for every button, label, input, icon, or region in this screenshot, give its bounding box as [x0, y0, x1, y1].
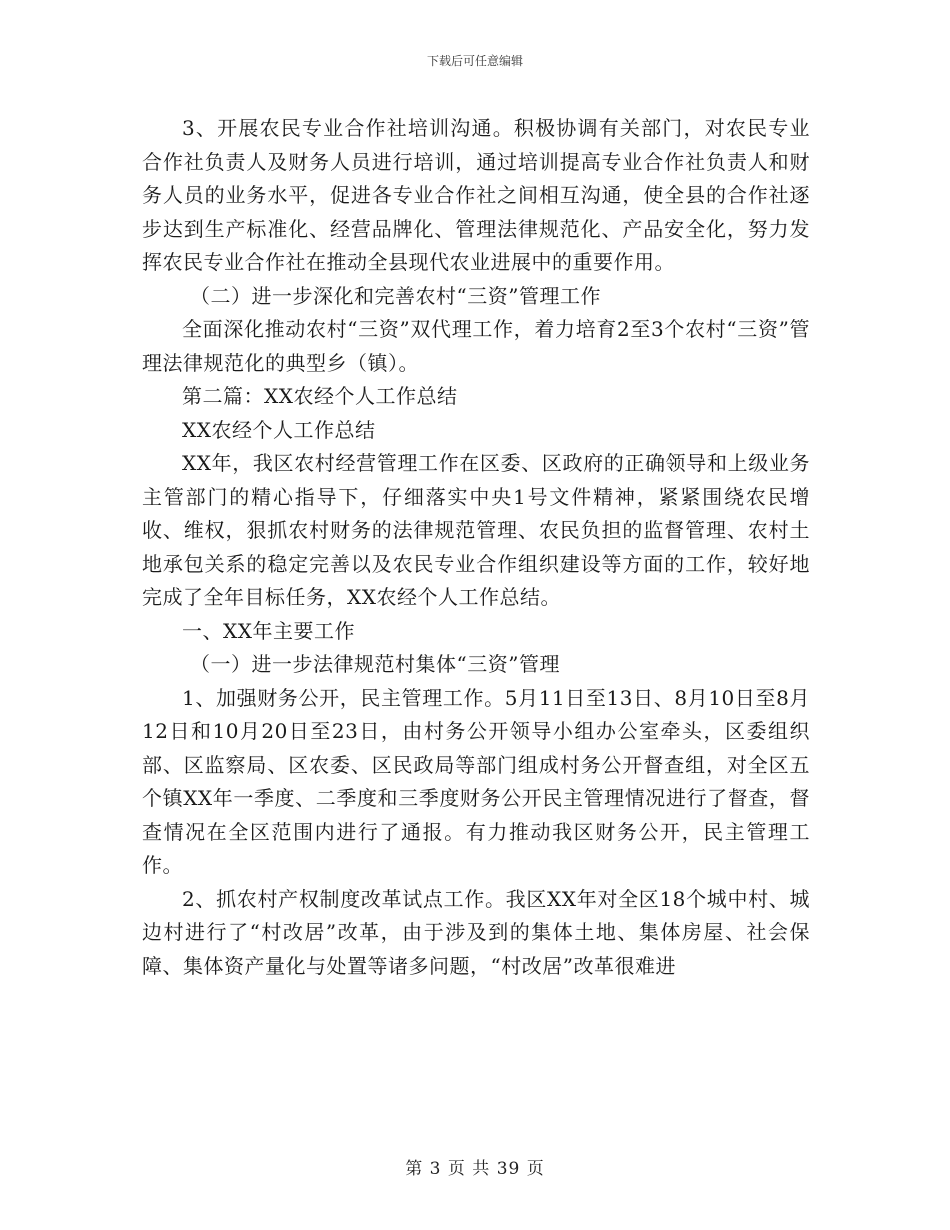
paragraph-property-reform: 2、抓农村产权制度改革试点工作。我区XX年对全区18个城中村、城边村进行了“村改居”改革，由于涉及到的集体土地、集体房屋、社会保障、集体资产量化与处置等诸多问题，“村改居”改革很难进: [142, 886, 810, 978]
heading-three-assets-management: （二）进一步深化和完善农村“三资”管理工作: [190, 283, 601, 308]
page-header-note: 下载后可任意编辑: [426, 54, 523, 68]
paragraph-financial-disclosure: 1、加强财务公开，民主管理工作。5月11日至13日、8月10日至8月12日和10月20日至23日，由村务公开领导小组办公室牵头，区委组织部、区监察局、区农委、区民政局等部门组成村务公开督查组，对全区五个镇XX年一季度、二季度和三季度财务公开民主管理情况进行了督查，督查情况在全区范围内进行了通报。有力推动我区财务公开，民主管理工作。: [142, 685, 810, 877]
heading-main-work: 一、XX年主要工作: [182, 618, 355, 643]
page-number: 第 3 页 共 39 页: [405, 1159, 545, 1179]
paragraph-dual-agency: 全面深化推动农村“三资”双代理工作，着力培育2至3个农村“三资”管理法律规范化的典型乡（镇）。: [142, 317, 810, 375]
paragraph-annual-overview: XX年，我区农村经营管理工作在区委、区政府的正确领导和上级业务主管部门的精心指导下，仔细落实中央1号文件精神，紧紧围绕农民增收、维权，狠抓农村财务的法律规范管理、农民负担的监督管理、农村土地承包关系的稳定完善以及农民专业合作组织建设等方面的工作，较好地完成了全年目标任务，XX农经个人工作总结。: [142, 451, 810, 609]
document-body: [142, 112, 810, 983]
heading-summary-title: XX农经个人工作总结: [182, 417, 376, 442]
heading-standardize-assets: （一）进一步法律规范村集体“三资”管理: [190, 652, 560, 676]
paragraph-cooperative-training: 3、开展农民专业合作社培训沟通。积极协调有关部门，对农民专业合作社负责人及财务人员进行培训，通过培训提高专业合作社负责人和财务人员的业务水平，促进各专业合作社之间相互沟通，使全县的合作社逐步达到生产标准化、经营品牌化、管理法律规范化、产品安全化，努力发挥农民专业合作社在推动全县现代农业进展中的重要作用。: [142, 116, 810, 274]
heading-part-two: 第二篇：XX农经个人工作总结: [182, 384, 458, 408]
